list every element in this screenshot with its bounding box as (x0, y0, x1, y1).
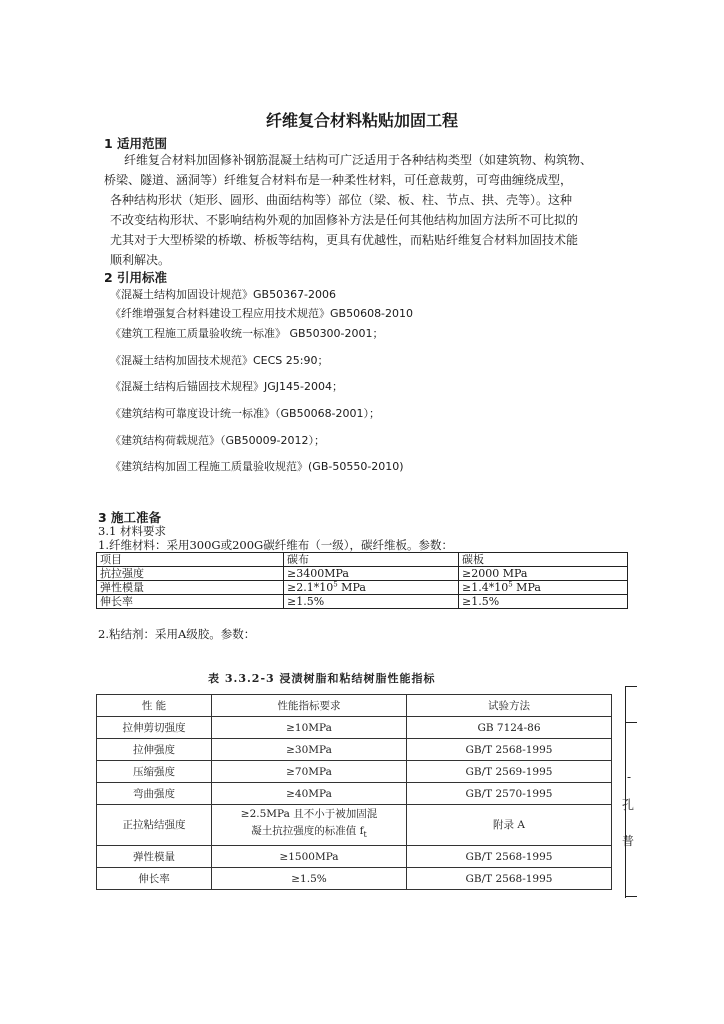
table-cell: ≥1.5% (284, 595, 459, 609)
table-row (97, 717, 612, 739)
table-cell: 拉伸剪切强度 (97, 717, 212, 739)
standard-item: 《建筑工程施工质量验收统一标准》 GB50300-2001； (110, 327, 384, 340)
exponent: 5 (508, 580, 513, 589)
cell-text-line (214, 823, 404, 843)
table-cell: ≥10MPa (212, 717, 407, 739)
margin-tick (625, 686, 637, 687)
margin-tick (625, 722, 637, 723)
section-1-line: 各种结构形状（矩形、圆形、曲面结构等）部位（梁、板、柱、节点、拱、壳等）。这种 (110, 193, 573, 207)
standard-item: 《建筑结构可靠度设计统一标准》（GB50068-2001）； (110, 407, 381, 420)
table-caption: 表 3.3.2-3 浸渍树脂和粘结树脂性能指标 (208, 672, 436, 685)
cell-text: ≥2.5MPa 且不小于被加固混 (240, 808, 378, 821)
fiber-parameters-table (96, 552, 628, 609)
table-cell: ≥40MPa (212, 783, 407, 805)
standard-item: 《混凝土结构后锚固技术规程》JGJ145-2004； (110, 380, 343, 393)
table-cell: ≥70MPa (212, 761, 407, 783)
table-cell: 弯曲强度 (97, 783, 212, 805)
table-cell: ≥3400MPa (284, 567, 459, 581)
exponent: 5 (333, 580, 338, 589)
margin-rule (625, 686, 626, 898)
table-cell: GB/T 2568-1995 (407, 739, 612, 761)
section-3-heading: 3 施工准备 (98, 510, 162, 525)
material-item-1: 1.纤维材料：采用300G或200G碳纤维布（一级），碳纤维板。参数： (98, 538, 453, 552)
page-title: 纤维复合材料粘贴加固工程 (265, 111, 458, 130)
table-cell: 压缩强度 (97, 761, 212, 783)
table-row (97, 868, 612, 890)
cell-text: 凝土抗拉强度的标准值 f (251, 825, 364, 838)
section-1-line: 顺利解决。 (110, 253, 171, 267)
table-header-row (97, 695, 612, 717)
table-cell: ≥1.5% (459, 595, 628, 609)
table-cell: 正拉粘结强度 (97, 805, 212, 846)
table-header-cell: 试验方法 (407, 695, 612, 717)
subscript: t (363, 830, 367, 840)
section-1-line: 桥梁、隧道、涵洞等）纤维复合材料布是一种柔性材料，可任意裁剪，可弯曲缠绕成型， (104, 173, 573, 187)
table-row (97, 805, 612, 846)
table-row (97, 761, 612, 783)
standard-item: 《纤维增强复合材料建设工程应用技术规范》GB50608-2010 (110, 307, 414, 320)
table-cell: 抗拉强度 (97, 567, 284, 581)
table-header-cell: 项目 (97, 553, 284, 567)
section-1-line: 尤其对于大型桥梁的桥墩、桥板等结构，更具有优越性，而粘贴纤维复合材料加固技术能 (110, 233, 579, 247)
margin-char: 普 (622, 834, 635, 848)
table-row (97, 783, 612, 805)
table-row (97, 595, 628, 609)
cell-text: ≥2.1*10 (287, 581, 334, 594)
table-cell: 附录 A (407, 805, 612, 846)
table-cell: 伸长率 (97, 595, 284, 609)
table-row (97, 739, 612, 761)
resin-performance-table (96, 694, 612, 890)
table-cell: 伸长率 (97, 868, 212, 890)
standard-item: 《建筑结构加固工程施工质量验收规范》(GB-50550-2010) (110, 460, 404, 473)
section-2-heading: 2 引用标准 (104, 270, 168, 285)
table-cell: 弹性模量 (97, 581, 284, 595)
table-cell: GB/T 2569-1995 (407, 761, 612, 783)
margin-char: 孔 (622, 798, 635, 812)
table-cell: ≥1500MPa (212, 846, 407, 868)
standard-item: 《混凝土结构加固设计规范》GB50367-2006 (110, 288, 337, 301)
table-cell (284, 581, 459, 595)
table-cell: 拉伸强度 (97, 739, 212, 761)
cell-text: ≥1.4*10 (462, 581, 509, 594)
table-header-cell: 碳布 (284, 553, 459, 567)
table-row (97, 846, 612, 868)
table-header-row (97, 553, 628, 567)
table-cell: GB/T 2568-1995 (407, 846, 612, 868)
standard-item: 《建筑结构荷载规范》（GB50009-2012）； (110, 434, 326, 447)
table-header-cell: 性能指标要求 (212, 695, 407, 717)
table-cell: ≥30MPa (212, 739, 407, 761)
table-cell: GB/T 2570-1995 (407, 783, 612, 805)
table-cell (212, 805, 407, 846)
table-cell: GB 7124-86 (407, 717, 612, 739)
section-1-line: 不改变结构形状、不影响结构外观的加固修补方法是任何其他结构加固方法所不可比拟的 (110, 213, 579, 227)
standard-item: 《混凝土结构加固技术规范》CECS 25:90； (110, 354, 329, 367)
margin-tick (625, 896, 637, 897)
table-cell (459, 581, 628, 595)
section-1-line: 纤维复合材料加固修补钢筋混凝土结构可广泛适用于各种结构类型（如建筑物、构筑物、 (124, 153, 593, 167)
cell-unit: MPa (337, 581, 366, 594)
table-cell: ≥2000 MPa (459, 567, 628, 581)
table-cell: 弹性模量 (97, 846, 212, 868)
table-header-cell: 性 能 (97, 695, 212, 717)
table-cell: ≥1.5% (212, 868, 407, 890)
subsection-heading: 3.1 材料要求 (98, 524, 166, 538)
margin-char: - (627, 770, 632, 784)
cell-unit: MPa (512, 581, 541, 594)
table-cell: GB/T 2568-1995 (407, 868, 612, 890)
table-header-cell: 碳板 (459, 553, 628, 567)
table-row (97, 581, 628, 595)
section-1-heading: 1 适用范围 (104, 136, 168, 151)
table-row (97, 567, 628, 581)
material-item-2: 2.粘结剂：采用A级胶。参数： (98, 627, 256, 641)
